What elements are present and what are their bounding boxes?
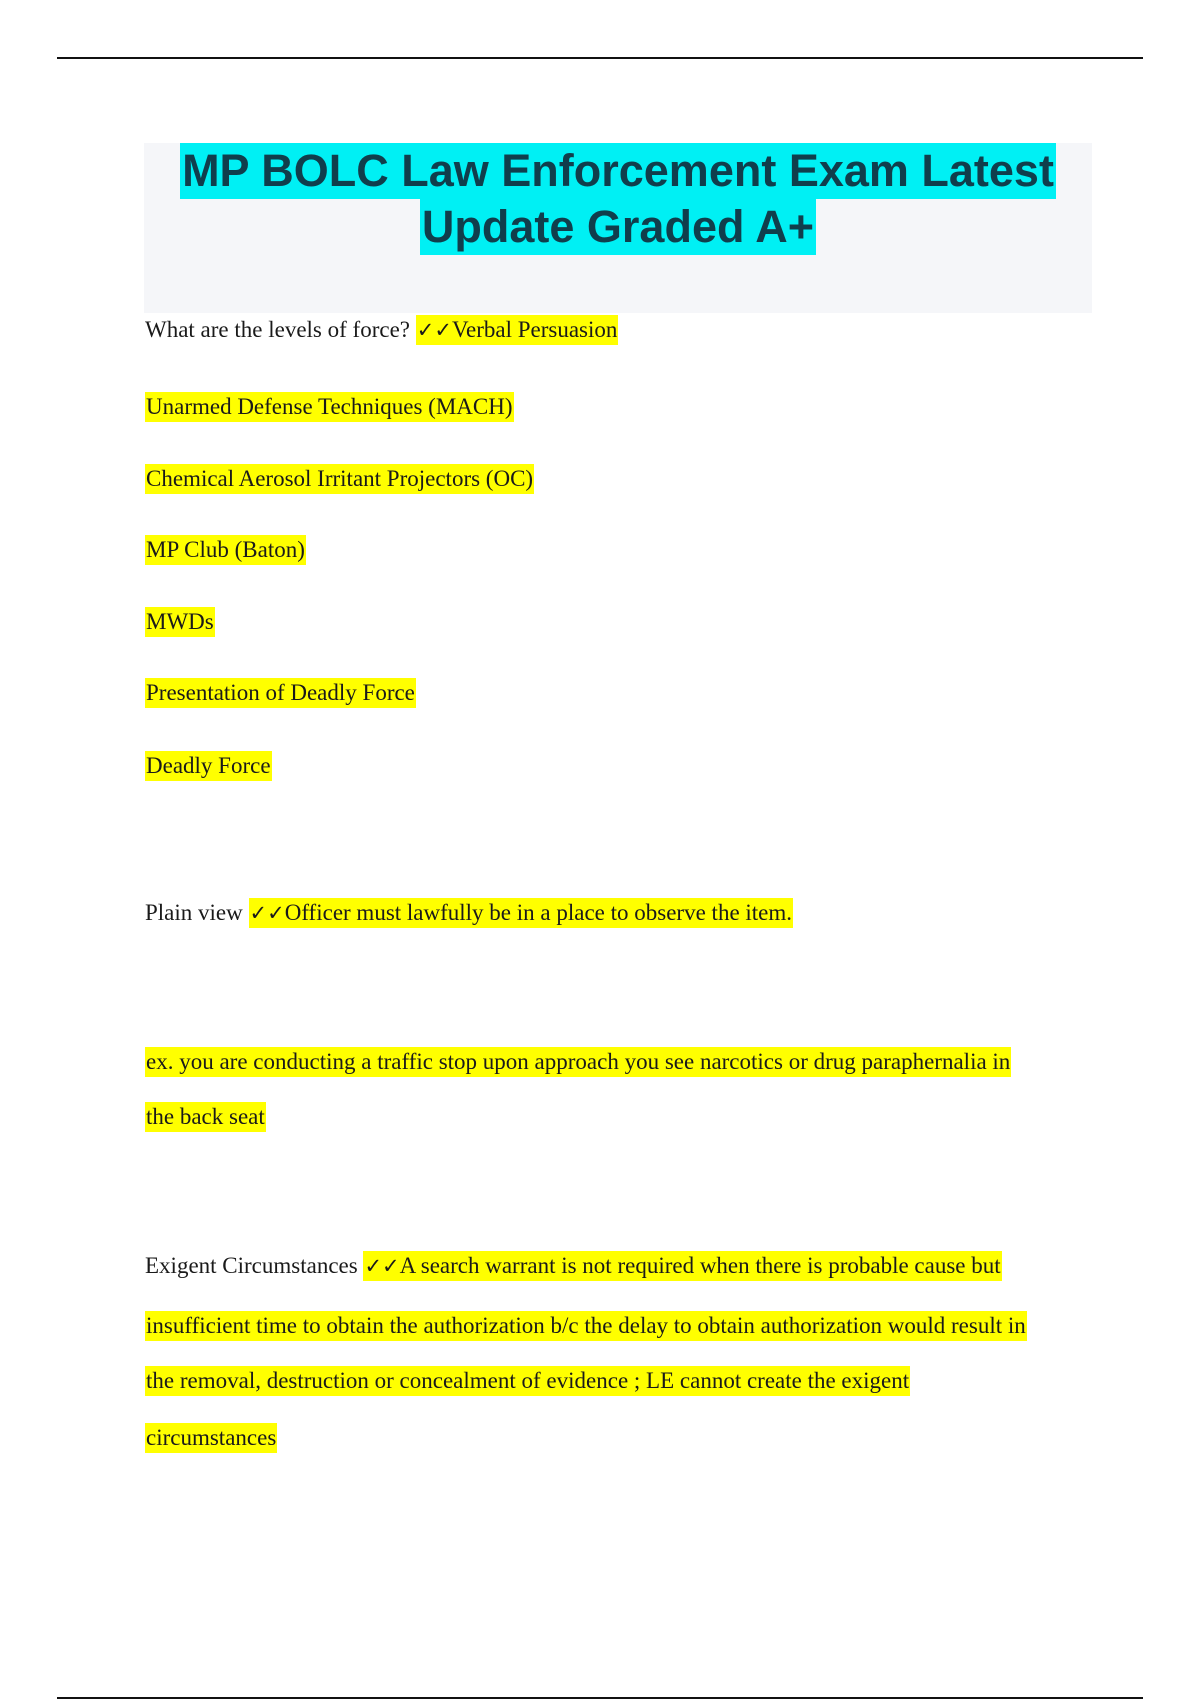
q3-answer-line: insufficient time to obtain the authorization b/c the delay to obtain authorization would result in: [145, 1311, 1027, 1341]
double-checkmark-icon: ✓✓: [249, 901, 285, 925]
q3-line: [145, 1251, 1002, 1281]
double-checkmark-icon: ✓✓: [364, 1254, 400, 1278]
q2-line: [145, 898, 793, 928]
document-title-line-2: Update Graded A+: [420, 199, 816, 255]
q2-question: Plain view: [145, 900, 243, 925]
q1-question: What are the levels of force?: [145, 317, 410, 342]
double-checkmark-icon: ✓✓: [416, 318, 452, 342]
header-rule: [57, 57, 1143, 59]
list-item: Chemical Aerosol Irritant Projectors (OC): [145, 464, 534, 494]
q2-answer: ✓✓Officer must lawfully be in a place to observe the item.: [249, 898, 794, 928]
q1-line: [145, 315, 618, 345]
q2-example-line: the back seat: [145, 1102, 266, 1132]
list-item: Presentation of Deadly Force: [145, 678, 416, 708]
q1-answer-first: ✓✓Verbal Persuasion: [416, 315, 619, 345]
list-item: MP Club (Baton): [145, 535, 306, 565]
q3-answer-line: circumstances: [145, 1423, 277, 1453]
list-item: Deadly Force: [145, 751, 272, 781]
list-item: Unarmed Defense Techniques (MACH): [145, 392, 514, 422]
q3-answer-first: ✓✓A search warrant is not required when there is probable cause but: [363, 1251, 1001, 1281]
q2-example-line: ex. you are conducting a traffic stop upon approach you see narcotics or drug paraphernalia in: [145, 1047, 1011, 1077]
footer-rule: [57, 1697, 1143, 1699]
title-block: [144, 143, 1092, 313]
document-title-line-1: MP BOLC Law Enforcement Exam Latest: [180, 143, 1056, 199]
q3-question: Exigent Circumstances: [145, 1253, 358, 1278]
list-item: MWDs: [145, 607, 215, 637]
q3-answer-line: the removal, destruction or concealment of evidence ; LE cannot create the exigent: [145, 1366, 910, 1396]
